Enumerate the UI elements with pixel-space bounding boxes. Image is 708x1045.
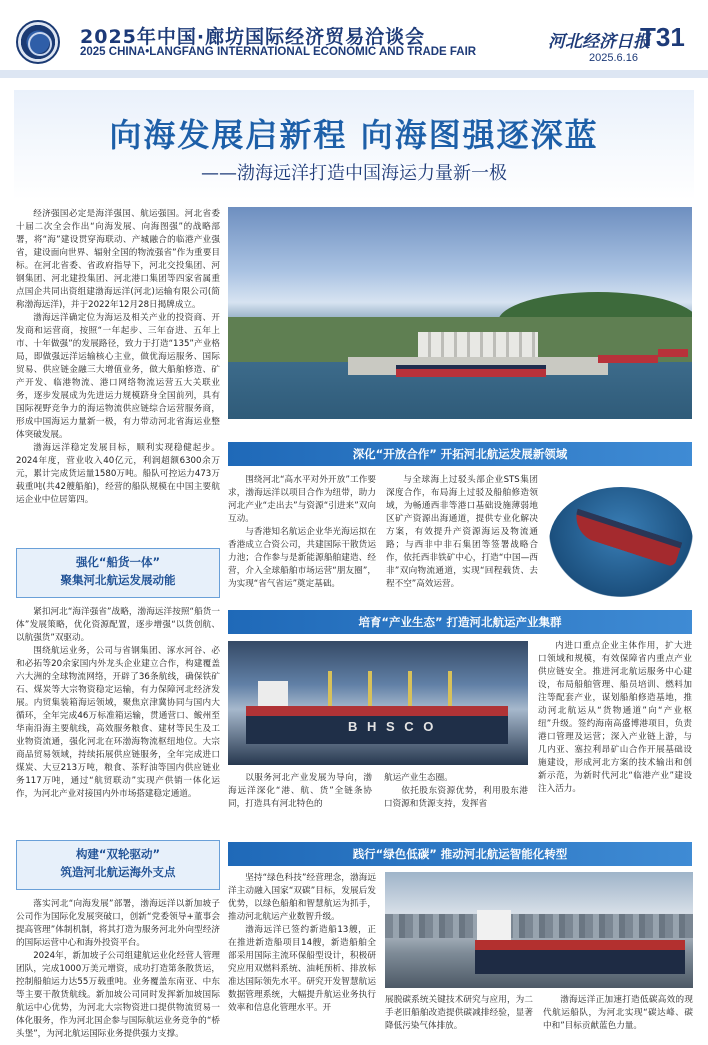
header-band [0, 70, 708, 78]
section-title-line: 构建“双轮驱动” [75, 847, 161, 861]
section3-paragraph-end: 航运产业生态圈。 [384, 773, 453, 783]
section4-paragraph: 落实河北“向海发展”部署，渤海远洋以新加坡子公司作为国际化发展突破口，创新“党委领导+董事会提高管理”体制机制，将其打造为服务河北外向型经济的国际运营中心和海外投资平台。 [16, 899, 220, 948]
section5-paragraph: 展脱碳系统关键技术研究与应用，为二手老旧船舶改造提供碳减排经验，显著降低污染气体排放。 [385, 995, 533, 1031]
section2-col2 [386, 474, 538, 594]
section1-text [16, 606, 220, 836]
section3-bottom-col1 [228, 772, 372, 836]
section2-paragraph: 与全球海上过驳头部企业STS集团深度合作，布局海上过驳及船舶修造领域，为畅通西非等港口基础设施薄弱地区矿产资源出海通道，提供专业化解决方案，有效提升产资源海运及物流通路；与西非中非石集团等签署战略合作，依托西非铁矿中心，打造“中国—西非”双向物流通道，实现“回程载货、去程不空”高效运营。 [386, 475, 538, 589]
section-title-line: 筑造河北航运海外支点 [60, 865, 176, 879]
intro-paragraph: 渤海远洋稳定发展目标，顺利实现稳健起步。2024年度，营业收入40亿元，利润超额6300余万元，累计完成货运量1580万吨。船队可控运力473万载重吨(共42艘船舶)，经营的船队规模在中国主要航运企业中位居第四。 [16, 443, 220, 505]
photo-bridge [477, 910, 511, 942]
section3-paragraph: 以服务河北产业发展为导向，渤海远洋深化“港、航、货”全链条协同，打造具有河北特色的 [228, 773, 372, 809]
section3-paragraph: 依托股东资源优势，利用股东港口资源和货源支持，发挥省 [384, 786, 528, 809]
section5-col2 [385, 994, 533, 1038]
section-title-line: 强化“船货一体” [75, 555, 161, 569]
section-title-line: 聚集河北航运发展动能 [60, 573, 176, 587]
ship-at-berth-photo [228, 641, 528, 765]
photo-ship [475, 940, 685, 974]
ship-harbor-photo [385, 872, 693, 988]
page-number: T31 [640, 22, 685, 52]
section3-right-col [538, 640, 692, 835]
main-headline: 向海发展启新程 向海图强逐深蓝 [109, 116, 599, 154]
photo-cranes [328, 671, 488, 706]
photo-ship [396, 365, 546, 377]
intro-paragraph: 经济强国必定是海洋强国、航运强国。河北省委十届二次全会作出“向海发展、向海图强”的战略部署，将“海”建设贯穿海联动、产城融合的临港产业强省，建设面向世界、辐射全国的物流强省”作为重要目标。在河北省委、省政府指导下，河北交投集团、河钢集团、河北建投集团、河北港口集团等四家省属重点国企共同出资组建渤海远洋(河北)运输有限公司(简称渤海远洋)，并于2022年12月28日揭牌成立。 [16, 209, 220, 310]
bulk-carrier-photo [549, 487, 693, 597]
section5-paragraph: 渤海远洋已签约新造船13艘，正在推进新造船项目14艘，新造船舶全部采用国际主流环保船型设计，积极研究应用双燃料系统、油耗预析、排放标准达国际领先水平。研究开发智慧航运数据管理系统，大幅提升航运业务执行效率和信息化管理水平。开 [228, 925, 376, 1013]
headline-area [14, 90, 694, 200]
section4-text [16, 898, 220, 1038]
photo-skyline [385, 914, 693, 938]
section-title-open-cooperation: 深化“开放合作” 开拓河北航运发展新领域 [228, 442, 692, 466]
section2-col1 [228, 474, 376, 594]
photo-bridge [258, 681, 288, 709]
section3-bottom-col2 [384, 772, 528, 836]
section5-col3 [543, 994, 693, 1038]
section2-paragraph: 围绕河北“高水平对外开放”工作要求，渤海远洋以项目合作为纽带，助力河北产业“走出去”与资源“引进来”双向互动。 [228, 475, 376, 524]
section-title-dual-drive [16, 840, 220, 890]
section5-col1 [228, 872, 376, 1038]
photo-ship [570, 509, 683, 568]
fair-logo-icon [16, 20, 60, 64]
section1-paragraph: 紧扣河北“海洋强省”战略，渤海远洋按照“船货一体”发展策略，优化资源配置，逐步增强“以货创航、以航强货”双驱动。 [16, 607, 220, 643]
section-title-green-low-carbon: 践行“绿色低碳” 推动河北航运智能化转型 [228, 842, 692, 866]
section4-paragraph: 2024年，新加坡子公司组建航运业化经营人管理团队，完成1000万美元增资，成功打造第条散货运，控制船舶运力达55万载重吨。业务覆盖东南亚、中东等主要干散货航线。新加坡公司同时发挥新加坡国际航运中心优势，为河北大宗物资进口提供物流贸易一体化服务，作为河北国企参与国际航运业务竞争的“桥头堡”，为河北航运国际业务提供强力支撑。 [16, 951, 220, 1038]
intro-text [16, 208, 220, 538]
section3-paragraph: 内进口重点企业主体作用，扩大进口领域和规模，有效保障省内重点产业供应链安全。推进河北航运服务中心建设，布局船舶管理、船员培训、燃料加注等配套产业，谋划船舶修造基地，推动河北航运从“货物通道”向“产业枢纽”升级。签约海南高盛博港项目，负责港口管理及运营；深入产业链上游，与几内亚、塞拉利昂矿山合作开展基础设施建设，形成河北方案的技术输出和创新示范，为新时代河北“临港产业”建设注入活力。 [538, 641, 692, 794]
intro-paragraph: 渤海远洋确定位为海运及相关产业的投资商、开发商和运营商，按照“一年起步、三年奋进、五年上市、十年做强”的发展路径，致力于打造“135”产业格局，即做强远洋运输核心主业，做优海运服务、国际贸易、供应链金融三大增值业务，做大船舶修造、矿产开发、临港物流、港口网络物流运营五大关联业务，逐步发展成为先进运力规模跻身全国前列，具有国际视野竞争力的海运物流供应链综合运营服务商，形成中国海运力量新一极，有力带动河北省海运业整体突破发展。 [16, 313, 220, 440]
sub-headline: ——渤海远洋打造中国海运力量新一极 [201, 163, 507, 184]
ship-brand-label: B H S C O [348, 719, 437, 734]
section2-paragraph: 与香港知名航运企业华光海运拟在香港成立合资公司，共建国际干散货运力池；合作参与是新能源船舶建造、经营，介入全球船舶市场运营“朋友圈”，为实现“省气省运”奠定基础。 [228, 527, 376, 589]
port-aerial-photo [228, 207, 692, 419]
section5-paragraph: 坚持“绿色科技”经营理念，渤海远洋主动融入国家“双碳”目标，发展后发优势，以绿色船舶和智慧航运为抓手，推动河北航运产业数智升级。 [228, 873, 376, 922]
page-header [0, 0, 708, 70]
issue-date: 2025.6.16 [589, 52, 638, 64]
event-title-cn: 2025年中国·廊坊国际经济贸易洽谈会 [80, 26, 426, 48]
section5-paragraph: 渤海远洋正加速打造低碳高效的现代航运船队，为河北实现“碳达峰、碳中和”目标贡献蓝色力量。 [543, 995, 693, 1031]
section1-paragraph: 围绕航运业务，公司与省钢集团、涿水河谷、必和必拓等20余家国内外龙头企业建立合作，构建覆盖六大洲的全球物流网络，开辟了36条航线，确保铁矿石、煤炭等大宗物资稳定运输，有力保障河北经济发展。内贸集装箱海运领域，聚焦京津冀协同与国内大循环，全年完成46万标准箱运输，贯通营口、鲅州至华南沿海主要航线，高效服务粮食、建材等民生及工业物资流通，强化河北在环渤海物流枢纽地位。大宗商品贸易领域，持续拓展供应链服务，全年完成进口煤炭、大豆213万吨，粮食、茶籽油等国内供应链业务117万吨，通过“航贸联动”实现产供销一体化运作，为河北产业对接国内外市场搭建稳定通道。 [16, 646, 220, 799]
newspaper-name: 河北经济日报 [548, 32, 650, 52]
section-title-industry-ecology: 培育“产业生态” 打造河北航运产业集群 [228, 610, 692, 634]
event-title-en: 2025 CHINA•LANGFANG INTERNATIONAL ECONOMIC AND TRADE FAIR [80, 46, 477, 58]
section-title-ship-cargo [16, 548, 220, 598]
photo-ship [658, 349, 688, 357]
photo-ship [598, 355, 658, 363]
